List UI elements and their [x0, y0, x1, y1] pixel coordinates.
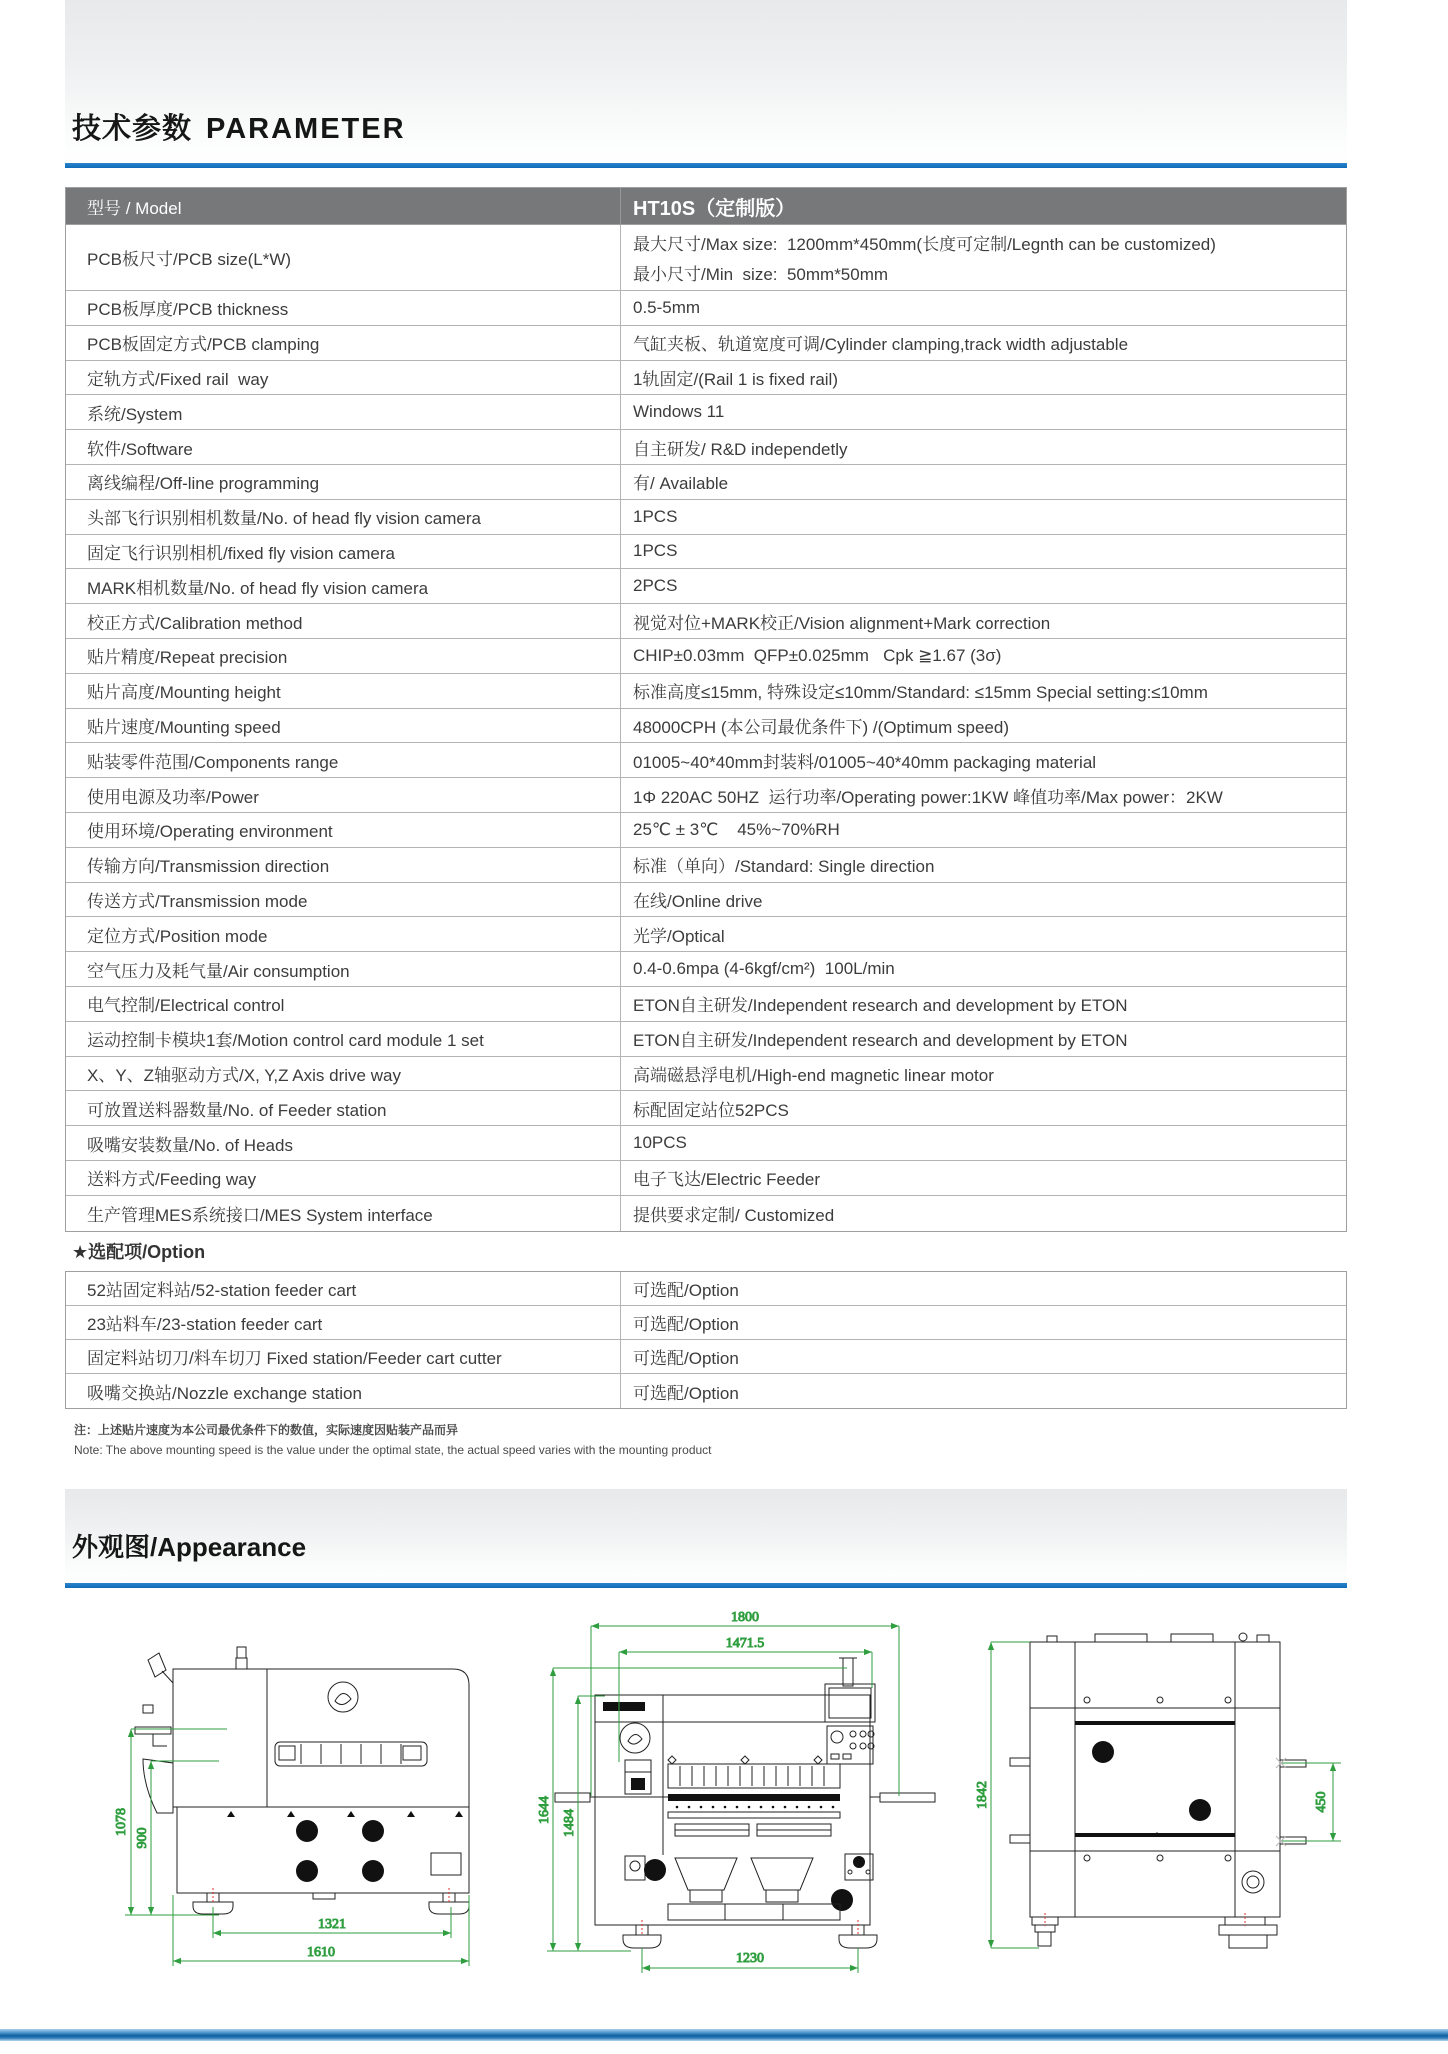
spec-row-value: 视觉对位+MARK校正/Vision alignment+Mark correction [633, 613, 1051, 633]
spec-row [66, 1126, 1346, 1161]
top-view-machine-outline [1010, 1633, 1306, 1948]
spec-row [66, 743, 1346, 778]
section-divider-line [65, 163, 1347, 168]
spec-row [66, 674, 1346, 709]
spec-row-value: 1PCS [633, 541, 678, 561]
spec-row-value: 自主研发/ R&D independetly [633, 439, 848, 459]
spec-row [66, 500, 1346, 535]
spec-row [66, 952, 1346, 987]
spec-row-value: 标准高度≤15mm, 特殊设定≤10mm/Standard: ≤15mm Special setting:≤10mm [633, 683, 1208, 703]
spec-row [66, 1022, 1346, 1057]
option-row-label: 52站固定料站/52-station feeder cart [66, 1272, 621, 1305]
spec-row-value: 气缸夹板、轨道宽度可调/Cylinder clamping,track width adjustable [633, 335, 1129, 355]
spec-row-label: PCB板固定方式/PCB clamping [66, 326, 621, 360]
option-table [65, 1271, 1347, 1409]
spec-row-value: 0.5-5mm [633, 297, 701, 317]
spec-row [66, 395, 1346, 430]
spec-row-label: 贴片速度/Mounting speed [66, 709, 621, 743]
footnote-zh: 注：上述贴片速度为本公司最优条件下的数值，实际速度因贴装产品而异 [74, 1423, 459, 1437]
spec-row [66, 1057, 1346, 1092]
page-footer-bar [0, 2029, 1448, 2041]
spec-table-header-row [66, 188, 1346, 225]
spec-row [66, 535, 1346, 570]
spec-row [66, 430, 1346, 465]
dimension-label: 1321 [318, 1917, 346, 1932]
spec-row-label: 软件/Software [66, 430, 621, 464]
option-row [66, 1306, 1346, 1340]
spec-row [66, 848, 1346, 883]
option-row-label: 吸嘴交换站/Nozzle exchange station [66, 1374, 621, 1408]
model-label: 型号 / Model [66, 188, 621, 224]
page-title-en: PARAMETER [206, 113, 406, 145]
spec-row [66, 225, 1346, 291]
spec-row-value: 高端磁悬浮电机/High-end magnetic linear motor [633, 1065, 994, 1085]
dimension-label: 1484 [562, 1809, 577, 1837]
spec-row [66, 987, 1346, 1022]
front-view-machine-outline [555, 1658, 935, 1948]
spec-table [65, 187, 1347, 1232]
spec-row-label: 系统/System [66, 395, 621, 429]
option-section-title: ★选配项/Option [72, 1242, 206, 1262]
spec-row-value: 48000CPH (本公司最优条件下) /(Optimum speed) [633, 717, 1009, 737]
spec-row-label: X、Y、Z轴驱动方式/X, Y,Z Axis drive way [66, 1057, 621, 1091]
spec-row-label: 定轨方式/Fixed rail way [66, 361, 621, 395]
spec-row-value: 电子飞达/Electric Feeder [633, 1170, 821, 1190]
dimension-label: 1842 [975, 1781, 990, 1809]
spec-row-label: 运动控制卡模块1套/Motion control card module 1 set [66, 1022, 621, 1056]
spec-table-body [66, 225, 1346, 1231]
page-title-zh: 技术参数 [72, 113, 193, 145]
model-value: HT10S（定制版） [633, 197, 796, 220]
spec-row-value: Windows 11 [633, 402, 725, 422]
option-row [66, 1340, 1346, 1374]
dimension-label: 1471.5 [725, 1636, 765, 1651]
spec-row [66, 639, 1346, 674]
spec-row-value: 10PCS [633, 1133, 687, 1153]
spec-row-value: 标准（单向）/Standard: Single direction [633, 857, 935, 877]
spec-row-label: 吸嘴安装数量/No. of Heads [66, 1126, 621, 1160]
spec-row-value: 01005~40*40mm封装料/01005~40*40mm packaging material [633, 752, 1097, 772]
spec-row-value: ETON自主研发/Independent research and development by ETON [633, 996, 1128, 1016]
spec-row-value: ETON自主研发/Independent research and development by ETON [633, 1031, 1128, 1051]
dimension-label: 1610 [307, 1945, 335, 1960]
spec-row-value: 提供要求定制/ Customized [633, 1205, 835, 1225]
spec-row [66, 1161, 1346, 1196]
spec-row-label: 生产管理MES系统接口/MES System interface [66, 1196, 621, 1231]
spec-row-label: 可放置送料器数量/No. of Feeder station [66, 1091, 621, 1125]
page-title [72, 106, 406, 147]
spec-row-value: 在线/Online drive [633, 891, 763, 911]
appearance-section-title: 外观图/Appearance [72, 1532, 307, 1562]
spec-row-label: 传送方式/Transmission mode [66, 883, 621, 917]
spec-row-label: 使用电源及功率/Power [66, 778, 621, 812]
footnote [74, 1421, 712, 1457]
section-divider-line-2 [65, 1583, 1347, 1588]
spec-row [66, 778, 1346, 813]
option-row [66, 1374, 1346, 1408]
footnote-en: Note: The above mounting speed is the value under the optimal state, the actual speed varies with the mounting product [74, 1443, 712, 1457]
option-table-body [66, 1272, 1346, 1408]
spec-row [66, 291, 1346, 326]
machine-front-view-drawing [535, 1610, 1005, 1990]
spec-row-label: 送料方式/Feeding way [66, 1161, 621, 1195]
spec-row-value: 1轨固定/(Rail 1 is fixed rail) [633, 369, 838, 389]
spec-row [66, 1091, 1346, 1126]
option-row-label: 固定料站切刀/料车切刀 Fixed station/Feeder cart cutter [66, 1340, 621, 1373]
spec-row-label: 贴片精度/Repeat precision [66, 639, 621, 673]
option-row-value: 可选配/Option [633, 1281, 739, 1300]
spec-row [66, 883, 1346, 918]
option-row-value: 可选配/Option [633, 1383, 739, 1403]
spec-row-value: 1PCS [633, 506, 678, 526]
spec-row-value: 有/ Available [633, 474, 729, 494]
dimension-label: 1800 [731, 1610, 759, 1625]
front-view-dimensions [537, 1610, 899, 1973]
spec-row-value: 标配固定站位52PCS [633, 1100, 789, 1120]
spec-row-value: 25℃ ± 3℃ 45%~70%RH [633, 819, 840, 839]
spec-row [66, 465, 1346, 500]
spec-row-label: MARK相机数量/No. of head fly vision camera [66, 569, 621, 603]
spec-row [66, 709, 1346, 744]
spec-row-value: 0.4-0.6mpa (4-6kgf/cm²) 100L/min [633, 959, 895, 979]
spec-row-label: PCB板尺寸/PCB size(L*W) [66, 225, 621, 290]
dimension-label: 900 [135, 1827, 150, 1849]
side-view-machine-outline [135, 1647, 469, 1914]
dimension-label: 1078 [114, 1808, 129, 1836]
spec-row-value: 2PCS [633, 576, 678, 596]
spec-row [66, 604, 1346, 639]
machine-top-view-drawing [975, 1630, 1405, 1960]
spec-row-value: 1Φ 220AC 50HZ 运行功率/Operating power:1KW 峰值功率/Max power：2KW [633, 787, 1223, 807]
spec-row-label: PCB板厚度/PCB thickness [66, 291, 621, 325]
spec-row-label: 离线编程/Off-line programming [66, 465, 621, 499]
spec-row-label: 传输方向/Transmission direction [66, 848, 621, 882]
spec-row-label: 空气压力及耗气量/Air consumption [66, 952, 621, 986]
spec-row [66, 917, 1346, 952]
option-row [66, 1272, 1346, 1306]
spec-row [66, 1196, 1346, 1231]
option-row-value: 可选配/Option [633, 1349, 739, 1368]
machine-side-view-drawing [115, 1645, 495, 1980]
spec-row [66, 813, 1346, 848]
side-view-dimensions [114, 1729, 469, 1966]
spec-row [66, 569, 1346, 604]
spec-row [66, 326, 1346, 361]
dimension-label: 450 [1314, 1791, 1329, 1813]
option-row-value: 可选配/Option [633, 1315, 739, 1334]
spec-row-label: 使用环境/Operating environment [66, 813, 621, 847]
spec-row-label: 定位方式/Position mode [66, 917, 621, 951]
spec-row-label: 固定飞行识别相机/fixed fly vision camera [66, 535, 621, 569]
spec-row [66, 361, 1346, 396]
dimension-label: 1230 [736, 1951, 764, 1966]
dimension-label: 1644 [537, 1796, 552, 1824]
spec-row-label: 贴片高度/Mounting height [66, 674, 621, 708]
spec-row-label: 校正方式/Calibration method [66, 604, 621, 638]
spec-row-value: 最大尺寸/Max size: 1200mm*450mm(长度可定制/Legnth can be customized) 最小尺寸/Min size: 50mm*50mm [633, 235, 1216, 284]
spec-row-label: 头部飞行识别相机数量/No. of head fly vision camera [66, 500, 621, 534]
option-row-label: 23站料车/23-station feeder cart [66, 1306, 621, 1339]
spec-row-label: 电气控制/Electrical control [66, 987, 621, 1021]
spec-row-value: 光学/Optical [633, 926, 725, 946]
spec-row-label: 贴装零件范围/Components range [66, 743, 621, 777]
spec-row-value: CHIP±0.03mm QFP±0.025mm Cpk ≧1.67 (3σ) [633, 645, 1002, 665]
